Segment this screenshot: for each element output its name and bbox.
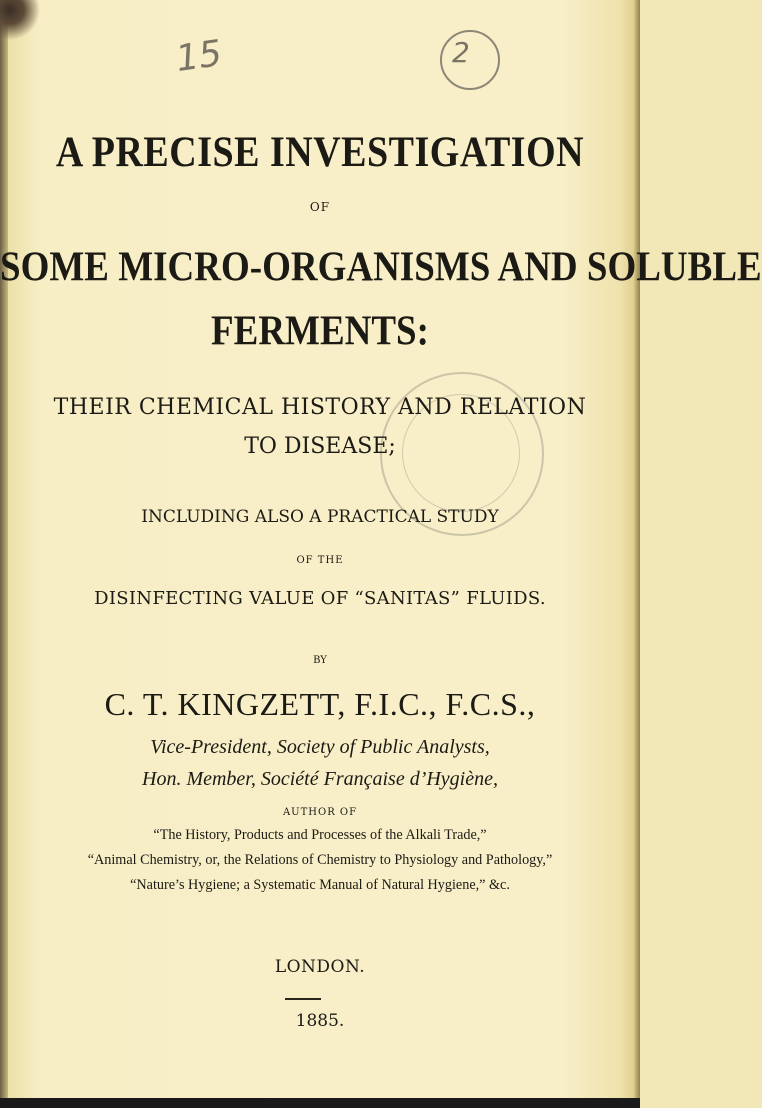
pencil-shelf-number: 15: [173, 33, 225, 80]
title-line-2: SOME MICRO-ORGANISMS AND SOLUBLE: [0, 243, 762, 292]
subtitle-line-2: TO DISEASE;: [244, 434, 396, 459]
prior-work-3: “Nature’s Hygiene; a Systematic Manual of Natural Hygiene,” &c.: [130, 877, 510, 893]
author-name: C. T. KINGZETT, F.I.C., F.C.S.,: [104, 686, 536, 722]
by-label: BY: [313, 655, 327, 666]
title-line-3: FERMENTS:: [211, 307, 429, 356]
pencil-circle-mark: [440, 30, 500, 90]
prior-work-1: “The History, Products and Processes of the Alkali Trade,”: [153, 827, 487, 843]
subtitle-line-1: THEIR CHEMICAL HISTORY AND RELATION: [53, 395, 587, 420]
subtitle-line-3: INCLUDING ALSO A PRACTICAL STUDY: [141, 507, 499, 527]
author-of-label: AUTHOR OF: [282, 807, 358, 818]
prior-work-2: “Animal Chemistry, or, the Relations of Chemistry to Physiology and Pathology,”: [87, 852, 553, 868]
corner-stain: [0, 0, 42, 46]
subtitle-of-the: OF THE: [296, 555, 344, 566]
imprint-city: LONDON.: [274, 957, 366, 977]
imprint-rule: [285, 998, 321, 1000]
pencil-circled-number: 2: [452, 36, 470, 69]
subtitle-line-4: DISINFECTING VALUE OF “SANITAS” FLUIDS.: [94, 588, 546, 609]
title-line-1: A PRECISE INVESTIGATION: [55, 127, 585, 177]
author-role-2: Hon. Member, Société Française d’Hygiène,: [142, 768, 498, 790]
author-role-1: Vice-President, Society of Public Analysts,: [150, 736, 490, 758]
imprint-year: 1885.: [295, 1011, 345, 1031]
scan-bottom-edge: [0, 1098, 640, 1108]
title-of: OF: [309, 200, 331, 214]
